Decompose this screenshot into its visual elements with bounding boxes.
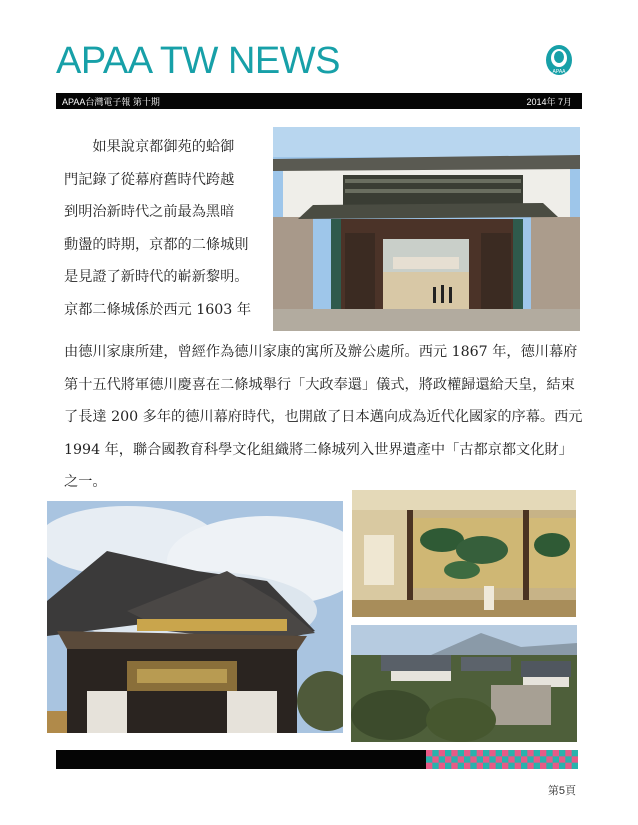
checker-pattern-icon: [426, 750, 578, 769]
article-body: [64, 336, 584, 499]
apaa-logo-icon: [544, 44, 574, 78]
article-line: 如果說京都御苑的蛤御: [64, 139, 235, 155]
photo-castle-gate: [273, 127, 580, 331]
article-intro: [64, 131, 264, 327]
issue-title: APAA台灣電子報 第十期: [62, 97, 160, 107]
logo-text: APAA: [552, 69, 566, 75]
issue-bar: [56, 93, 582, 109]
article-line: 第十五代將軍德川慶喜在二條城舉行「大政奉還」儀式，將政權歸還給天皇，結束: [64, 376, 575, 393]
article-line: 由德川家康所建，曾經作為德川家康的寓所及辦公處所。西元 1867 年，德川幕府: [64, 344, 578, 360]
article-line: 是見證了新時代的嶄新黎明。: [64, 269, 249, 286]
masthead-title: APAA TW NEWS: [56, 40, 340, 82]
page-number: 第5頁: [547, 785, 576, 797]
article-line: 京都二條城係於西元 1603 年: [64, 301, 252, 318]
article-line: 動盪的時期，京都的二條城則: [64, 236, 249, 253]
photo-castle-overview: [351, 625, 577, 742]
article-line: 1994 年，聯合國教育科學文化組織將二條城列入世界遺產中「古都京都文化財」: [64, 441, 573, 458]
article-line: 之一。: [64, 474, 107, 491]
photo-ornate-roof: [47, 501, 343, 733]
article-line: 門記錄了從幕府舊時代跨越: [64, 171, 235, 188]
photo-interior: [352, 490, 576, 617]
footer-bar: [56, 750, 426, 769]
article-line: 到明治新時代之前最為黑暗: [64, 204, 235, 221]
article-line: 了長達 200 多年的德川幕府時代，也開啟了日本邁向成為近代化國家的序幕。西元: [64, 409, 583, 426]
issue-date: 2014年 7月: [526, 97, 572, 107]
